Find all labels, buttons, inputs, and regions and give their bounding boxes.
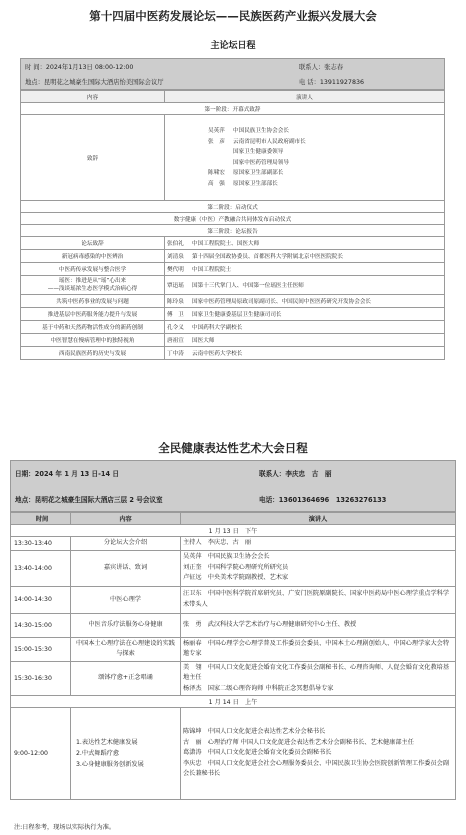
speaker-line: 古 丽 心理治疗师 中国人口文化促进会表达性艺术分会副秘书长、艺术健康部主任 [183, 738, 414, 746]
session-topic: 中医药传承发展与整合医学 [21, 263, 165, 276]
session-topic: 基于中药和天然药物活性成分的新药创制 [21, 321, 165, 334]
speaker-cell [165, 347, 445, 360]
session-row [11, 661, 456, 696]
speaker-role: 中国工程院院士、国医大师 [192, 241, 260, 247]
speaker-line [171, 126, 444, 137]
session-topic: 致辞 [21, 115, 165, 201]
session-time: 14:30-15:00 [11, 613, 71, 637]
doc1-row [21, 321, 445, 334]
speaker-cell [181, 708, 456, 800]
speaker-cell [165, 276, 445, 295]
doc2-date: 日期：2024 年 1 月 13 日-14 日 [15, 470, 119, 478]
doc1-time: 时 间：2024年1月13日 08:00-12:00 [25, 64, 134, 71]
speaker-line: 卢征远 中央美术学院副教授、艺术家 [183, 574, 289, 582]
doc2-header-cell: 时间 [11, 513, 71, 525]
speaker-line [171, 158, 444, 169]
doc1-stage-row [21, 225, 445, 237]
doc1-row [21, 250, 445, 263]
session-topic-line: 瑶医：推进是从“瑶”心出来 [58, 277, 127, 284]
stage-label: 第三阶段：论坛报告 [21, 225, 445, 237]
doc1-phone: 电 话：13911927836 [299, 79, 364, 86]
stage-label: 第二阶段：启动仪式 [21, 201, 445, 213]
speaker-cell [181, 537, 456, 551]
doc1-schedule-table [20, 90, 445, 360]
session-row [11, 586, 456, 613]
doc2-info-box [10, 460, 456, 512]
session-topic: 颂钵疗愈+正念唱诵 [71, 661, 181, 696]
speaker-cell [181, 637, 456, 661]
session-topic: 新冠病毒感染的中医辨治 [21, 250, 165, 263]
speaker-line: 吴英萍 中国民族卫生协会会长 [183, 553, 270, 561]
doc1-venue: 地点：昆明花之城豪生国际大酒店怡美国际会议厅 [25, 79, 164, 86]
doc1-row [21, 295, 445, 308]
speaker-line: 葛潇涛 中国人口文化促进会婚育文化委员会副秘书长 [183, 749, 332, 757]
doc1-row [21, 347, 445, 360]
speaker-cell [165, 263, 445, 276]
doc2-header-cell: 演讲人 [181, 513, 456, 525]
speaker-role: 云南中医药大学校长 [192, 351, 243, 357]
speaker-name: 张伯礼 [167, 241, 184, 247]
speaker-role: 中国民族卫生协会会长 [233, 128, 289, 134]
speaker-role: 原国家卫生部副部长 [233, 170, 284, 176]
session-time: 15:30-16:30 [11, 661, 71, 696]
session-topic: 推进基层中医药服务能力提升与发展 [21, 308, 165, 321]
session-topic: 中医心理学 [71, 586, 181, 613]
session-topic-line: 3.心身健康服务创新发展 [76, 761, 144, 768]
speaker-role: 原国家卫生部部长 [233, 180, 278, 187]
stage-label: 第一阶段：开幕式致辞 [21, 103, 445, 115]
session-time: 15:00-15:30 [11, 637, 71, 661]
session-topic: 嘉宾讲话、致词 [71, 550, 181, 586]
speaker-name: 高 强 [208, 180, 225, 187]
speaker-name: 傅 卫 [167, 312, 184, 318]
session-time: 13:30-13:40 [11, 537, 71, 551]
doc1-row [21, 237, 445, 250]
speaker-line: 杨泽杰 国家二级心理咨询师 中科院正念冥想倡导专家 [183, 684, 334, 692]
doc2-header-cell: 内容 [71, 513, 181, 525]
day-label: 1 月 13 日 下午 [11, 525, 456, 537]
session-topic [71, 708, 181, 800]
speaker-role: 第十四届全国政协委员、首都医科大学附属北京中医医院院长 [192, 254, 344, 260]
session-time: 9:00-12:00 [11, 708, 71, 800]
speaker-role: 国家中医药管理局原政司原副司长、中国民间中医医药研究开发协会会长 [192, 299, 372, 305]
speaker-name: 吴英萍 [208, 128, 225, 134]
session-row [11, 613, 456, 637]
speaker-name: 唐祖宣 [167, 338, 184, 344]
day-label: 1 月 14 日 上午 [11, 696, 456, 708]
speaker-name: 陈玲泉 [167, 299, 184, 305]
session-row [11, 550, 456, 586]
doc2-header-row [11, 513, 456, 525]
speaker-role: 国医大师 [192, 338, 215, 344]
speaker-cell [165, 250, 445, 263]
session-row [11, 537, 456, 551]
doc1-row [21, 263, 445, 276]
session-time: 13:40-14:00 [11, 550, 71, 586]
doc1-contact: 联系人：张志春 [299, 64, 344, 71]
session-topic: 中医音乐疗法服务心身健康 [71, 613, 181, 637]
session-row [11, 637, 456, 661]
doc1-row [21, 334, 445, 347]
stage-label: 数字健康（中医）产教融合共同体发布启动仪式 [21, 213, 445, 225]
speaker-role: 云南省昆明市人民政府副市长 [233, 138, 306, 145]
doc1-row [21, 308, 445, 321]
session-topic [21, 276, 165, 295]
doc1-stage-row [21, 103, 445, 115]
speaker-role: 中国药科大学副校长 [192, 325, 243, 331]
session-row [11, 708, 456, 800]
session-topic: 西南民族医药的历史与发展 [21, 347, 165, 360]
speaker-role: 国家卫生健康委基层卫生健康司司长 [192, 312, 282, 318]
speaker-cell [181, 613, 456, 637]
session-topic-line: 1.表达性艺术健康发展 [76, 739, 138, 746]
doc2-phone: 电话：13601364696 13263276133 [259, 496, 387, 504]
speaker-cell [165, 295, 445, 308]
doc1-row [21, 115, 445, 201]
doc2-schedule-table [10, 512, 456, 800]
speaker-role: 国家中医药管理局领导 [233, 159, 289, 166]
speaker-name: 张 彦 [208, 138, 225, 145]
speaker-line [171, 179, 444, 190]
speaker-cell [165, 237, 445, 250]
speaker-name: 刘清泉 [167, 254, 184, 260]
speaker-line: 张 勇 武汉科技大学艺术治疗与心理健康研究中心主任、教授 [183, 620, 357, 628]
speaker-name: 孔令义 [167, 325, 184, 331]
session-topic: 中医智慧在慢病管理中的独特视角 [21, 334, 165, 347]
session-topic: 分论坛大会介绍 [71, 537, 181, 551]
doc1-header-cell: 演讲人 [165, 91, 445, 103]
session-topic: 共筑中医药事业的发展与问题 [21, 295, 165, 308]
speaker-line: 美 翎 中国人口文化促进会婚育文化工作委员会副秘书长、心理咨询师、人促会婚育文化教培基地主任 [183, 663, 450, 681]
speaker-line: 李庆忠 中国人口文化促进会社会心理服务委员会、中国民族卫生协会医院创新管理工作委员会副会长兼秘书长 [183, 759, 450, 778]
speaker-line [171, 137, 444, 148]
day-row [11, 525, 456, 537]
speaker-role: 国家卫生健康委领导 [233, 149, 284, 155]
speaker-cell [165, 308, 445, 321]
speaker-cell [181, 586, 456, 613]
speaker-name: 覃迅瑶 [167, 283, 184, 289]
speaker-line: 汪卫东 中国中医科学院首席研究员、广安门医院原副院长、国家中医药局中医心理学重点学科学术带头人 [183, 590, 450, 608]
doc1-info-box [20, 58, 445, 90]
speaker-name: 樊代明 [167, 267, 184, 273]
session-topic: 中国本土心理疗法在心理建设的实践与探索 [71, 637, 181, 661]
speaker-line: 刘正奎 中国科学院心理研究所研究员 [183, 563, 289, 571]
doc1-title: 第十四届中医药发展论坛——民族医药产业振兴发展大会 [89, 9, 377, 23]
speaker-role: 中国工程院院士 [192, 267, 232, 273]
speaker-line [171, 147, 444, 158]
session-topic-line: ——浅谈瑶浓生态医学模式治病心得 [47, 286, 138, 292]
speaker-cell [165, 321, 445, 334]
day-row [11, 696, 456, 708]
doc1-row [21, 276, 445, 295]
speaker-name: 丁中涛 [167, 351, 184, 357]
session-topic-line: 2.中式舞蹈疗愈 [76, 750, 120, 757]
doc1-header-cell: 内容 [21, 91, 165, 103]
speaker-cell [181, 661, 456, 696]
speaker-cell [165, 334, 445, 347]
speaker-name: 陈啸宏 [208, 170, 225, 176]
speaker-line: 杨丽春 中国心理学会心理学普及工作委员会委员、中国本土心理剧创始人、中国心理学家大会特邀专家 [183, 639, 450, 657]
speaker-cell [165, 115, 445, 201]
session-time: 14:00-14:30 [11, 586, 71, 613]
doc1-stage-row [21, 201, 445, 213]
footnote: 注:日程参考，现场以实际执行为准。 [14, 824, 116, 831]
speaker-role: 国第十三代掌门人、中国第一位瑶医主任医师 [192, 283, 304, 289]
speaker-cell [181, 550, 456, 586]
speaker-line: 主持人 李庆忠、古 丽 [183, 539, 252, 546]
doc1-subtitle: 主论坛日程 [210, 41, 256, 51]
session-topic: 论坛致辞 [21, 237, 165, 250]
doc2-title: 全民健康表达性艺术大会日程 [158, 441, 308, 455]
speaker-line: 陈锦坤 中国人口文化促进会表达性艺术分会秘书长 [183, 728, 326, 736]
doc1-stage-row [21, 213, 445, 225]
doc2-contact: 联系人：李庆忠 古 丽 [259, 470, 332, 478]
doc1-header-row [21, 91, 445, 103]
doc2-venue: 地点：昆明花之城豪生国际大酒店三层 2 号会议室 [15, 496, 163, 504]
speaker-line [171, 168, 444, 179]
